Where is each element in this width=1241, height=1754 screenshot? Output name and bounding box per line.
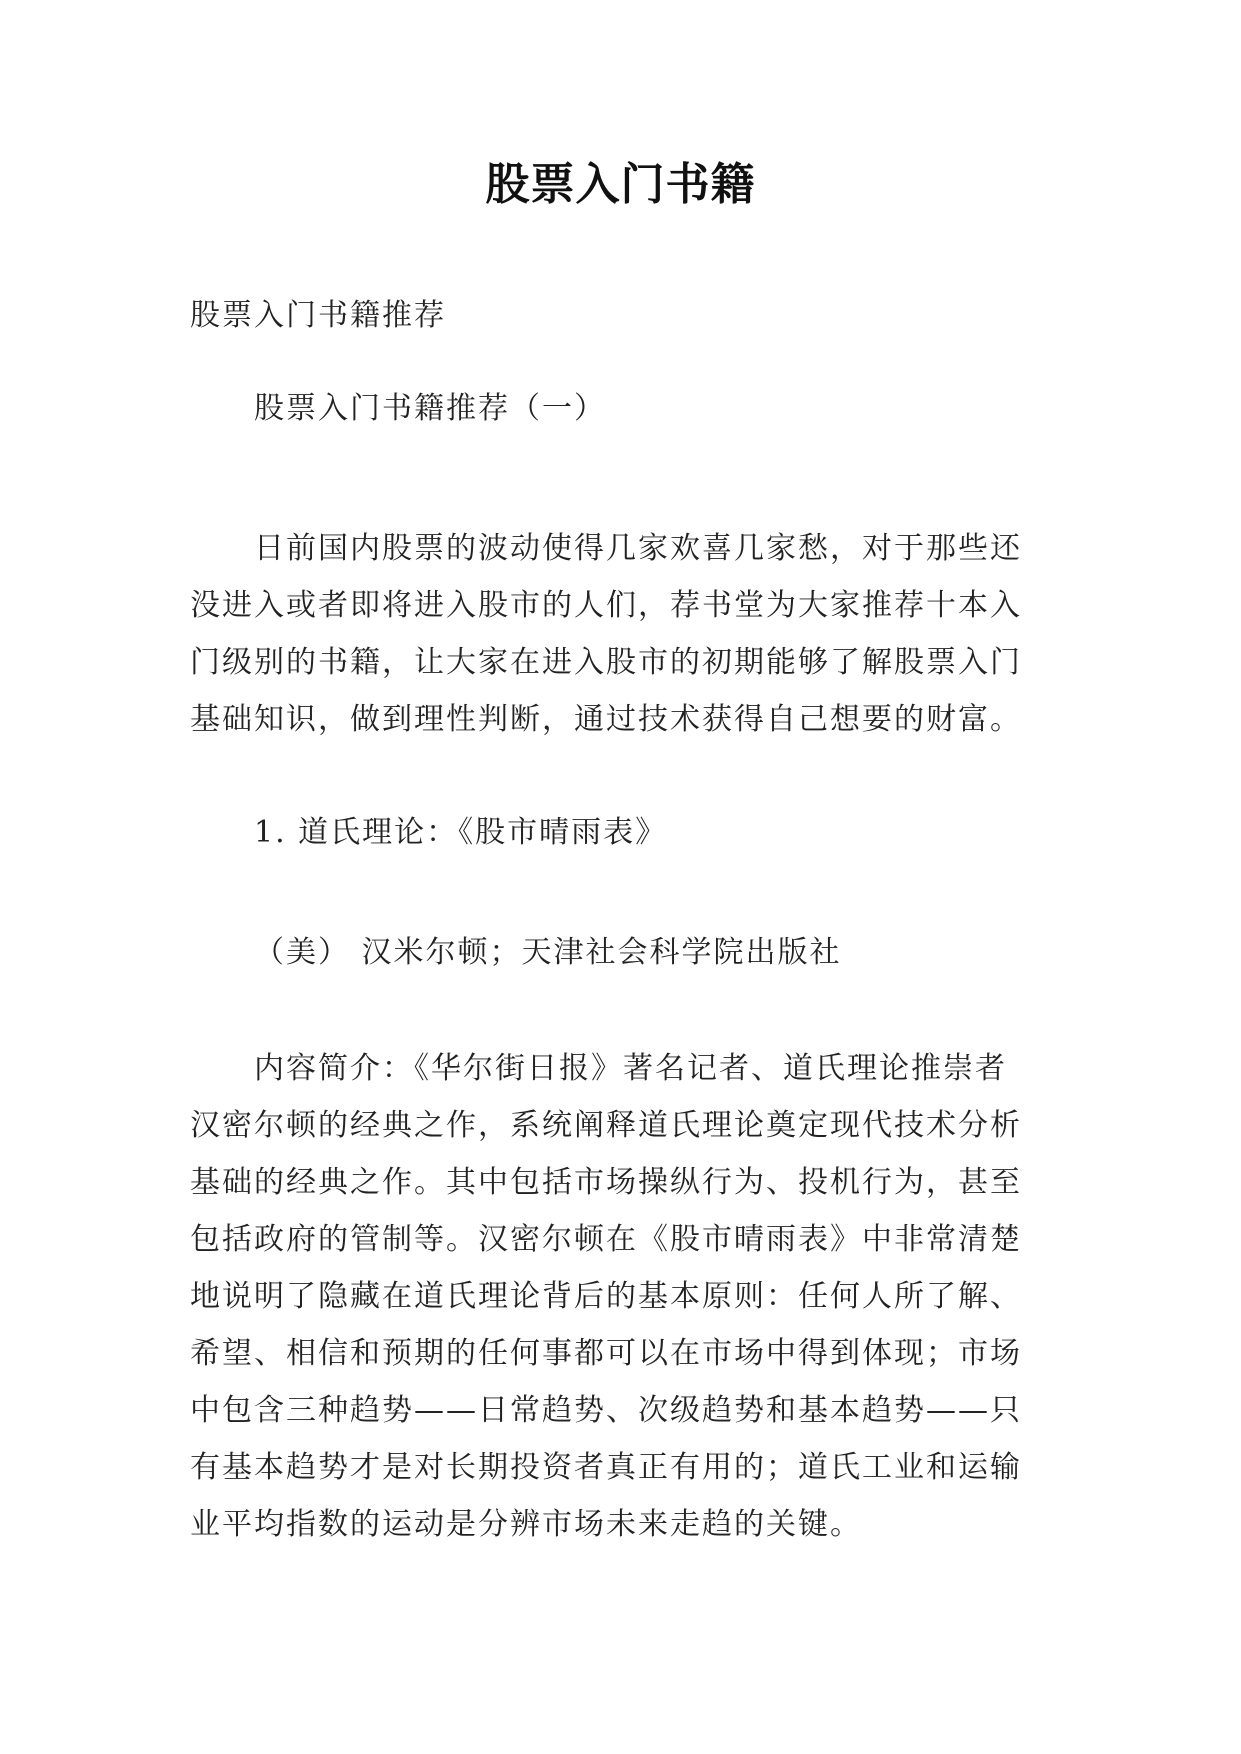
intro-line: 日前国内股票的波动使得几家欢喜几家愁，对于那些还 <box>254 531 1022 566</box>
intro-paragraph <box>190 520 1050 748</box>
document-title: 股票入门书籍 <box>485 159 756 210</box>
book-author: （美） 汉米尔顿；天津社会科学院出版社 <box>254 935 842 970</box>
subheading: 股票入门书籍推荐 <box>190 298 446 333</box>
section-heading: 股票入门书籍推荐（一） <box>254 391 606 426</box>
summary-line: 地说明了隐藏在道氏理论背后的基本原则：任何人所了解、 <box>190 1279 1022 1314</box>
summary-line: 希望、相信和预期的任何事都可以在市场中得到体现；市场 <box>190 1336 1022 1371</box>
summary-line: 中包含三种趋势——日常趋势、次级趋势和基本趋势——只 <box>190 1393 1022 1428</box>
summary-line: 基础的经典之作。其中包括市场操纵行为、投机行为，甚至 <box>190 1165 1022 1200</box>
summary-line: 汉密尔顿的经典之作，系统阐释道氏理论奠定现代技术分析 <box>190 1108 1022 1143</box>
intro-line: 门级别的书籍，让大家在进入股市的初期能够了解股票入门 <box>190 645 1022 680</box>
summary-line: 包括政府的管制等。汉密尔顿在《股市晴雨表》中非常清楚 <box>190 1222 1022 1257</box>
intro-line: 没进入或者即将进入股市的人们，荐书堂为大家推荐十本入 <box>190 588 1022 623</box>
summary-line: 内容简介：《华尔街日报》著名记者、道氏理论推崇者 <box>254 1051 1007 1086</box>
summary-line: 业平均指数的运动是分辨市场未来走趋的关键。 <box>190 1507 862 1542</box>
summary-line: 有基本趋势才是对长期投资者真正有用的；道氏工业和运输 <box>190 1450 1022 1485</box>
intro-line: 基础知识，做到理性判断，通过技术获得自己想要的财富。 <box>190 702 1022 737</box>
book-summary <box>190 1040 1050 1553</box>
book-title: 1. 道氏理论：《股市晴雨表》 <box>254 815 668 850</box>
